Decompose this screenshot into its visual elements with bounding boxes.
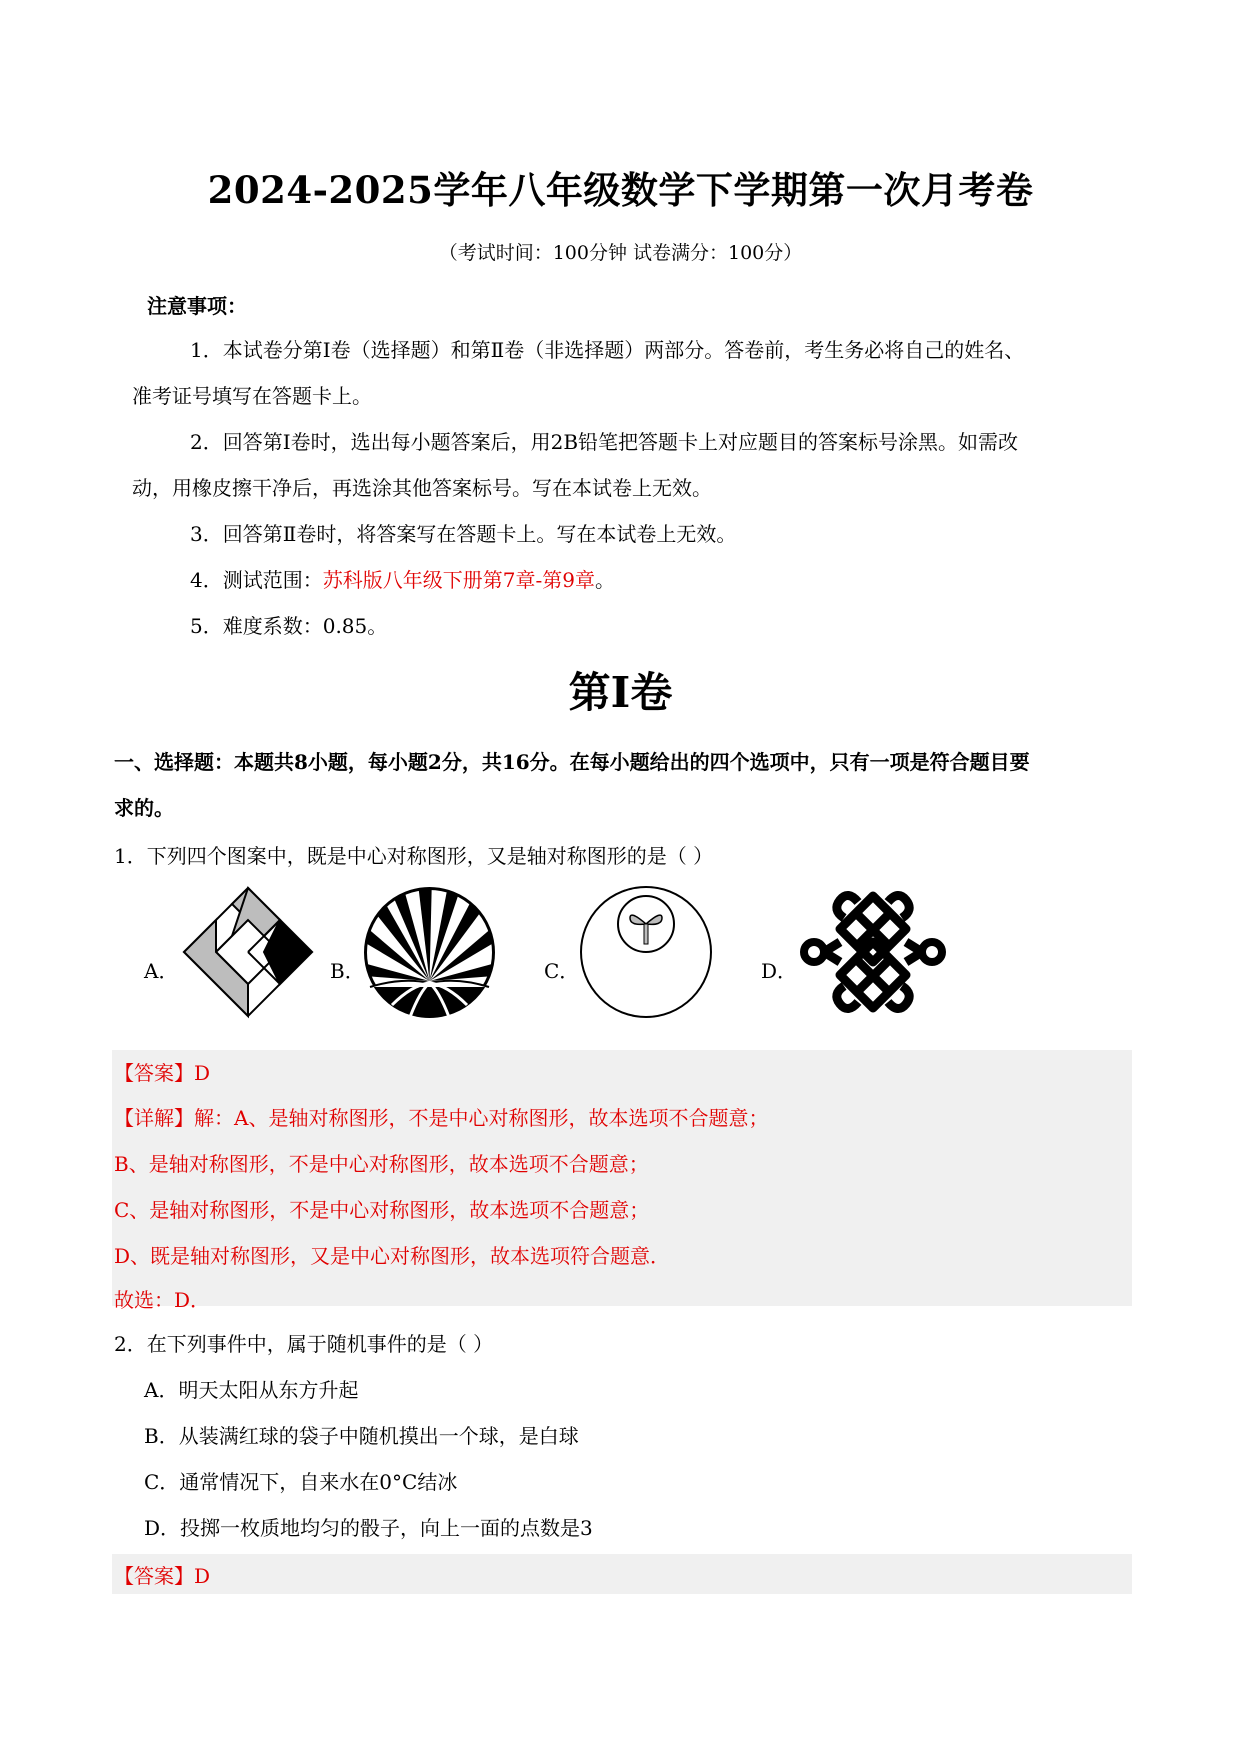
q1-explanation-line: D、既是轴对称图形，又是中心对称图形，故本选项符合题意．	[114, 1244, 671, 1268]
notice-line: 5．难度系数：0.85。	[190, 614, 388, 638]
notice-item-scope	[190, 564, 615, 593]
part1-heading: 求的。	[114, 796, 174, 820]
option-label-b: B．	[330, 959, 365, 983]
notice-line: 准考证号填写在答题卡上。	[132, 384, 372, 408]
q1-explanation-line: 故选：D．	[114, 1288, 211, 1312]
figure-b-sunburst	[362, 885, 497, 1020]
q1-explanation-line: C、是轴对称图形，不是中心对称图形，故本选项不合题意；	[114, 1198, 650, 1222]
part1-heading: 一、选择题：本题共8小题，每小题2分，共16分。在每小题给出的四个选项中，只有一项是符合题目要	[114, 750, 1030, 774]
notice-line: 动，用橡皮擦干净后，再选涂其他答案标号。写在本试卷上无效。	[132, 476, 712, 500]
q2-option-a: A．明天太阳从东方升起	[144, 1378, 359, 1402]
q2-answer-box	[112, 1554, 1132, 1594]
scope-suffix: 。	[594, 568, 615, 592]
q2-option-c: C．通常情况下，自来水在0°C结冰	[144, 1470, 458, 1494]
figure-d-chinese-knot	[796, 886, 950, 1018]
option-label-c: C．	[544, 959, 580, 983]
option-label-d: D．	[761, 959, 798, 983]
figure-a-diamond	[182, 886, 314, 1018]
scope-label: 4．测试范围：	[190, 568, 323, 592]
q1-explanation-line: 【详解】解：A、是轴对称图形，不是中心对称图形，故本选项不合题意；	[114, 1106, 769, 1130]
q1-answer: 【答案】D	[114, 1061, 211, 1085]
q2-stem: 2．在下列事件中，属于随机事件的是（ ）	[114, 1332, 494, 1356]
scope-range: 苏科版八年级下册第7章-第9章	[322, 568, 595, 592]
q1-explanation-line: B、是轴对称图形，不是中心对称图形，故本选项不合题意；	[114, 1152, 649, 1176]
notice-heading: 注意事项：	[147, 294, 247, 318]
q2-option-b: B．从装满红球的袋子中随机摸出一个球，是白球	[144, 1424, 579, 1448]
exam-title: 2024-2025学年八年级数学下学期第一次月考卷	[207, 168, 1034, 212]
section-title: 第Ⅰ卷	[568, 668, 673, 717]
figure-c-sprout	[578, 884, 714, 1020]
option-label-a: A．	[144, 959, 179, 983]
notice-line: 1．本试卷分第Ⅰ卷（选择题）和第Ⅱ卷（非选择题）两部分。答卷前，考生务必将自己的姓名、	[190, 338, 1025, 362]
q2-answer: 【答案】D	[114, 1564, 211, 1588]
q2-option-d: D．投掷一枚质地均匀的骰子，向上一面的点数是3	[144, 1516, 593, 1540]
exam-subtitle: （考试时间：100分钟 试卷满分：100分）	[438, 242, 803, 264]
notice-line: 3．回答第Ⅱ卷时，将答案写在答题卡上。写在本试卷上无效。	[190, 522, 737, 546]
notice-line: 2．回答第Ⅰ卷时，选出每小题答案后，用2B铅笔把答题卡上对应题目的答案标号涂黑。如需改	[190, 430, 1019, 454]
q1-stem: 1．下列四个图案中，既是中心对称图形，又是轴对称图形的是（ ）	[114, 844, 714, 868]
